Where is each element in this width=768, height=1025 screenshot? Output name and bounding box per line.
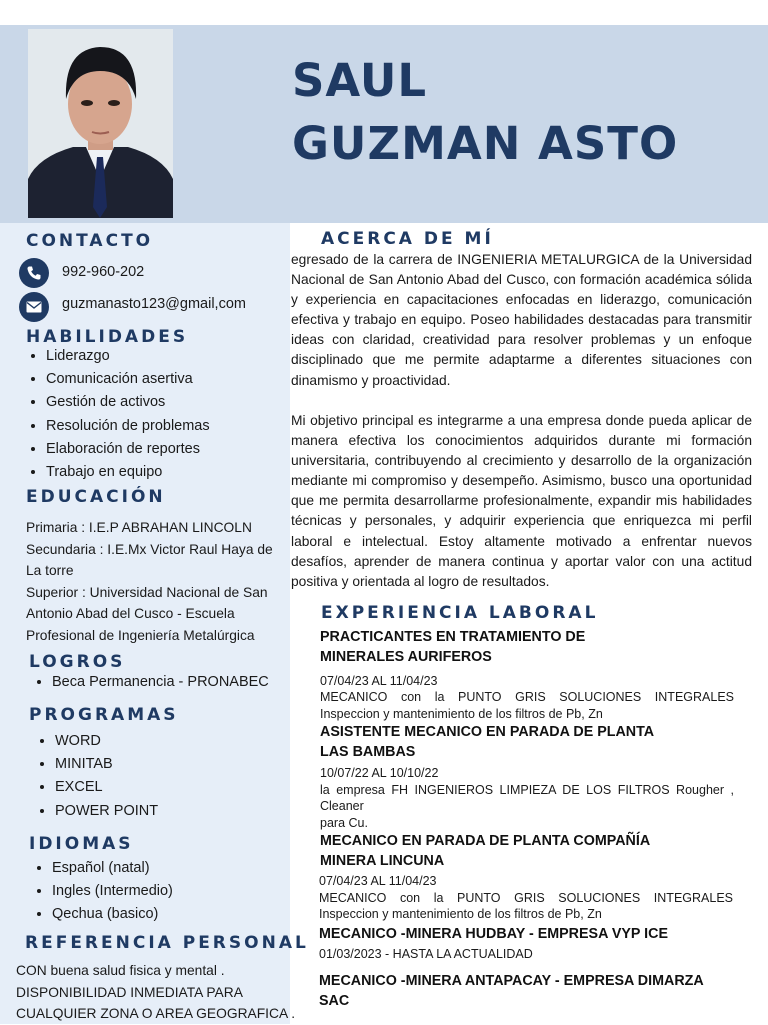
job-description: la empresa FH INGENIEROS LIMPIEZA DE LOS FILTROS Rougher , <box>320 783 734 797</box>
job-description: Cleaner <box>320 799 364 813</box>
skills-heading: HABILIDADES <box>26 327 189 347</box>
job-title-line: PRACTICANTES EN TRATAMIENTO DE <box>320 629 586 645</box>
skills-list <box>26 345 210 484</box>
job-title-line: ASISTENTE MECANICO EN PARADA DE PLANTA <box>320 724 655 740</box>
reference-line: CON buena salud fisica y mental . <box>16 963 225 978</box>
job-date: 10/07/22 AL 10/10/22 <box>320 766 439 780</box>
languages-heading: IDIOMAS <box>29 834 134 854</box>
about-heading: ACERCA DE MÍ <box>321 229 494 249</box>
experience-heading: EXPERIENCIA LABORAL <box>321 603 599 623</box>
education-primary: Primaria : I.E.P ABRAHAN LINCOLN <box>26 520 252 535</box>
job-title-line: SAC <box>319 992 350 1009</box>
education-superior: Superior : Universidad Nacional de San Antonio Abad del Cusco - Escuela Profesional de Ingeniería Metalúrgica <box>26 584 268 643</box>
job-description: para Cu. <box>320 816 368 830</box>
first-name: SAUL <box>292 54 428 107</box>
education-heading: EDUCACIÓN <box>26 487 166 507</box>
job-title-line: MECANICO -MINERA ANTAPACAY - EMPRESA DIMARZA <box>319 973 704 989</box>
reference-heading: REFERENCIA PERSONAL <box>25 933 309 953</box>
list-item: • Beca Permanencia - PRONABEC <box>52 671 269 694</box>
list-item: • WORD <box>55 730 158 753</box>
phone-icon <box>19 258 49 288</box>
education-secondary: Secundaria : I.E.Mx Victor Raul Haya de La torre <box>26 541 273 578</box>
languages-list <box>32 857 173 927</box>
last-name: GUZMAN ASTO <box>292 117 679 170</box>
list-item: • Liderazgo <box>46 345 210 368</box>
about-paragraph-1: egresado de la carrera de INGENIERIA METALURGICA de la Universidad Nacional de San Antonio Abad del Cusco, con formación académica sólida y experiencia en capacitaciones enfocadas en liderazgo, comunicación efectiva y trabajo en equipo. Poseo habilidades destacadas para transmitir ideas con claridad, creatividad para resolver problemas y un enfoque disciplinado que me permite adaptarme a diferentes situaciones con dinamismo y proactividad. <box>291 252 752 388</box>
programs-heading: PROGRAMAS <box>29 705 179 725</box>
achievements-heading: LOGROS <box>29 652 126 672</box>
job-date: 07/04/23 AL 11/04/23 <box>319 874 437 888</box>
list-item: • Resolución de problemas <box>46 415 210 438</box>
job-description: MECANICO con la PUNTO GRIS SOLUCIONES INTEGRALES <box>320 690 734 704</box>
job-description: MECANICO con la PUNTO GRIS SOLUCIONES INTEGRALES <box>319 891 733 905</box>
job-title <box>320 628 740 667</box>
list-item: • Gestión de activos <box>46 391 210 414</box>
list-item: • Comunicación asertiva <box>46 368 210 391</box>
about-paragraph-2: Mi objetivo principal es integrarme a una empresa donde pueda aplicar de manera efectiva los conocimientos adquiridos durante mi formación universitaria, contribuyendo al crecimiento y desarrollo de la organización mediante mi compromiso y desempeño. Asimismo, busco una oportunidad que me permita desarrollarme profesionalmente, expandir mis habilidades técnicas y personales, y adquirir experiencia que enriquezca mi perfil laboral e intelectual. Estoy altamente motivado a enfrentar nuevos desafíos, aprender de manera continua y aportar valor con una actitud positiva y orientada al logro de resultados. <box>291 413 752 589</box>
education-block <box>26 517 280 646</box>
job-title <box>320 723 740 762</box>
list-item: • EXCEL <box>55 776 158 799</box>
email-icon <box>19 292 49 322</box>
achievements-list <box>32 671 269 694</box>
reference-text <box>16 960 306 1025</box>
list-item: • Ingles (Intermedio) <box>52 880 173 903</box>
contact-heading: CONTACTO <box>26 231 154 251</box>
phone-number[interactable]: 992-960-202 <box>62 264 145 280</box>
list-item: • POWER POINT <box>55 800 158 823</box>
job-title-line: LAS BAMBAS <box>320 743 416 760</box>
job-title-line: MINERA LINCUNA <box>320 852 445 869</box>
job-title-line: MECANICO EN PARADA DE PLANTA COMPAÑÍA <box>320 833 651 849</box>
job-title <box>319 972 739 1011</box>
reference-line: CUALQUIER ZONA O AREA GEOGRAFICA . <box>16 1006 296 1022</box>
job-title <box>320 832 740 871</box>
list-item: • MINITAB <box>55 753 158 776</box>
list-item: • Elaboración de reportes <box>46 438 210 461</box>
reference-line: DISPONIBILIDAD INMEDIATA PARA <box>16 984 243 1000</box>
email-address[interactable]: guzmanasto123@gmail,com <box>62 296 246 312</box>
job-description: Inspeccion y mantenimiento de los filtros de Pb, Zn <box>319 907 602 921</box>
profile-photo <box>28 29 173 218</box>
list-item: • Qechua (basico) <box>52 903 173 926</box>
programs-list <box>35 730 158 823</box>
job-title-line: MINERALES AURIFEROS <box>320 648 492 665</box>
job-date: 07/04/23 AL 11/04/23 <box>320 674 438 688</box>
job-title: MECANICO -MINERA HUDBAY - EMPRESA VYP ICE <box>319 926 668 942</box>
job-date: 01/03/2023 - HASTA LA ACTUALIDAD <box>319 947 533 961</box>
list-item: • Español (natal) <box>52 857 173 880</box>
list-item: • Trabajo en equipo <box>46 461 210 484</box>
job-description: Inspeccion y mantenimiento de los filtros de Pb, Zn <box>320 707 603 721</box>
